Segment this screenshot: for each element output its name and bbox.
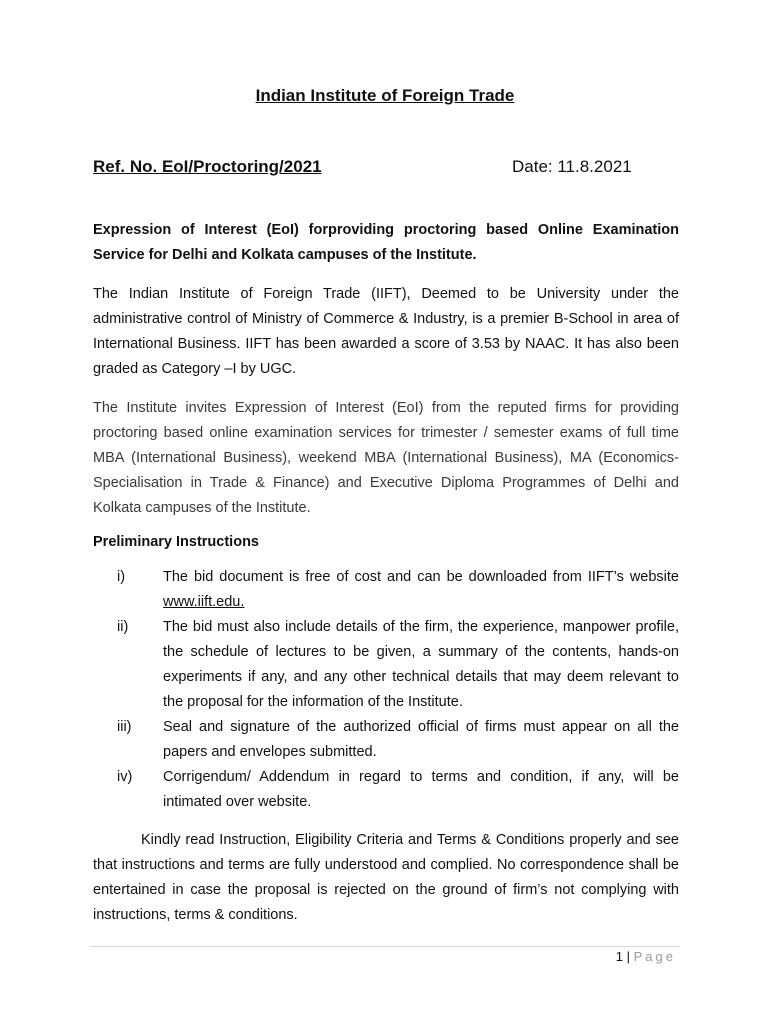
footer-divider [90,946,680,947]
footer-separator: | [626,949,630,964]
list-item-text [163,565,679,615]
list-item-text: Seal and signature of the authorized official of firms must appear on all the papers and envelopes submitted. [163,719,679,760]
instructions-list [117,565,679,815]
list-item [117,715,679,765]
closing-paragraph: Kindly read Instruction, Eligibility Criteria and Terms & Conditions properly and see that instructions and terms are fully understood and complied. No correspondence shall be entertained in case the proposal is rejected on the ground of firm’s not complying with instructions, terms & conditions. [93,832,679,923]
list-item-number: i) [117,569,126,585]
list-item-number: ii) [117,619,129,635]
subject-heading: Expression of Interest (EoI) forproviding proctoring based Online Examination Service for Delhi and Kolkata campuses of the Institute. [93,222,679,263]
document-date: Date: 11.8.2021 [512,157,632,176]
institute-title: Indian Institute of Foreign Trade [255,86,515,105]
page-label: Page [633,949,676,964]
page-number: 1 [615,949,623,964]
instructions-heading: Preliminary Instructions [93,534,259,550]
list-item-text: Corrigendum/ Addendum in regard to terms and condition, if any, will be intimated over website. [163,769,679,810]
intro-paragraph: The Indian Institute of Foreign Trade (IIFT), Deemed to be University under the administrative control of Ministry of Commerce & Industry, is a premier B-School in area of International Business. IIFT has been awarded a score of 3.53 by NAAC. It has also been graded as Category –I by UGC. [93,286,679,377]
list-item [117,615,679,715]
list-item-body: The bid document is free of cost and can be downloaded from IIFT’s website [163,569,679,585]
page-footer [580,949,676,964]
list-item [117,565,679,615]
list-item-number: iv) [117,769,133,785]
invitation-paragraph: The Institute invites Expression of Interest (EoI) from the reputed firms for providing proctoring based online examination services for trimester / semester exams of full time MBA (International Business), weekend MBA (International Business), MA (Economics-Specialisation in Trade & Finance) and Executive Diploma Programmes of Delhi and Kolkata campuses of the Institute. [93,400,679,516]
reference-number: Ref. No. EoI/Proctoring/2021 [93,157,322,176]
website-link[interactable]: www.iift.edu. [163,594,245,610]
list-item [117,765,679,815]
list-item-text: The bid must also include details of the firm, the experience, manpower profile, the schedule of lectures to be given, a summary of the contents, hands-on experiments if any, and any other technical details that may deem relevant to the proposal for the information of the Institute. [163,619,679,710]
list-item-number: iii) [117,719,132,735]
